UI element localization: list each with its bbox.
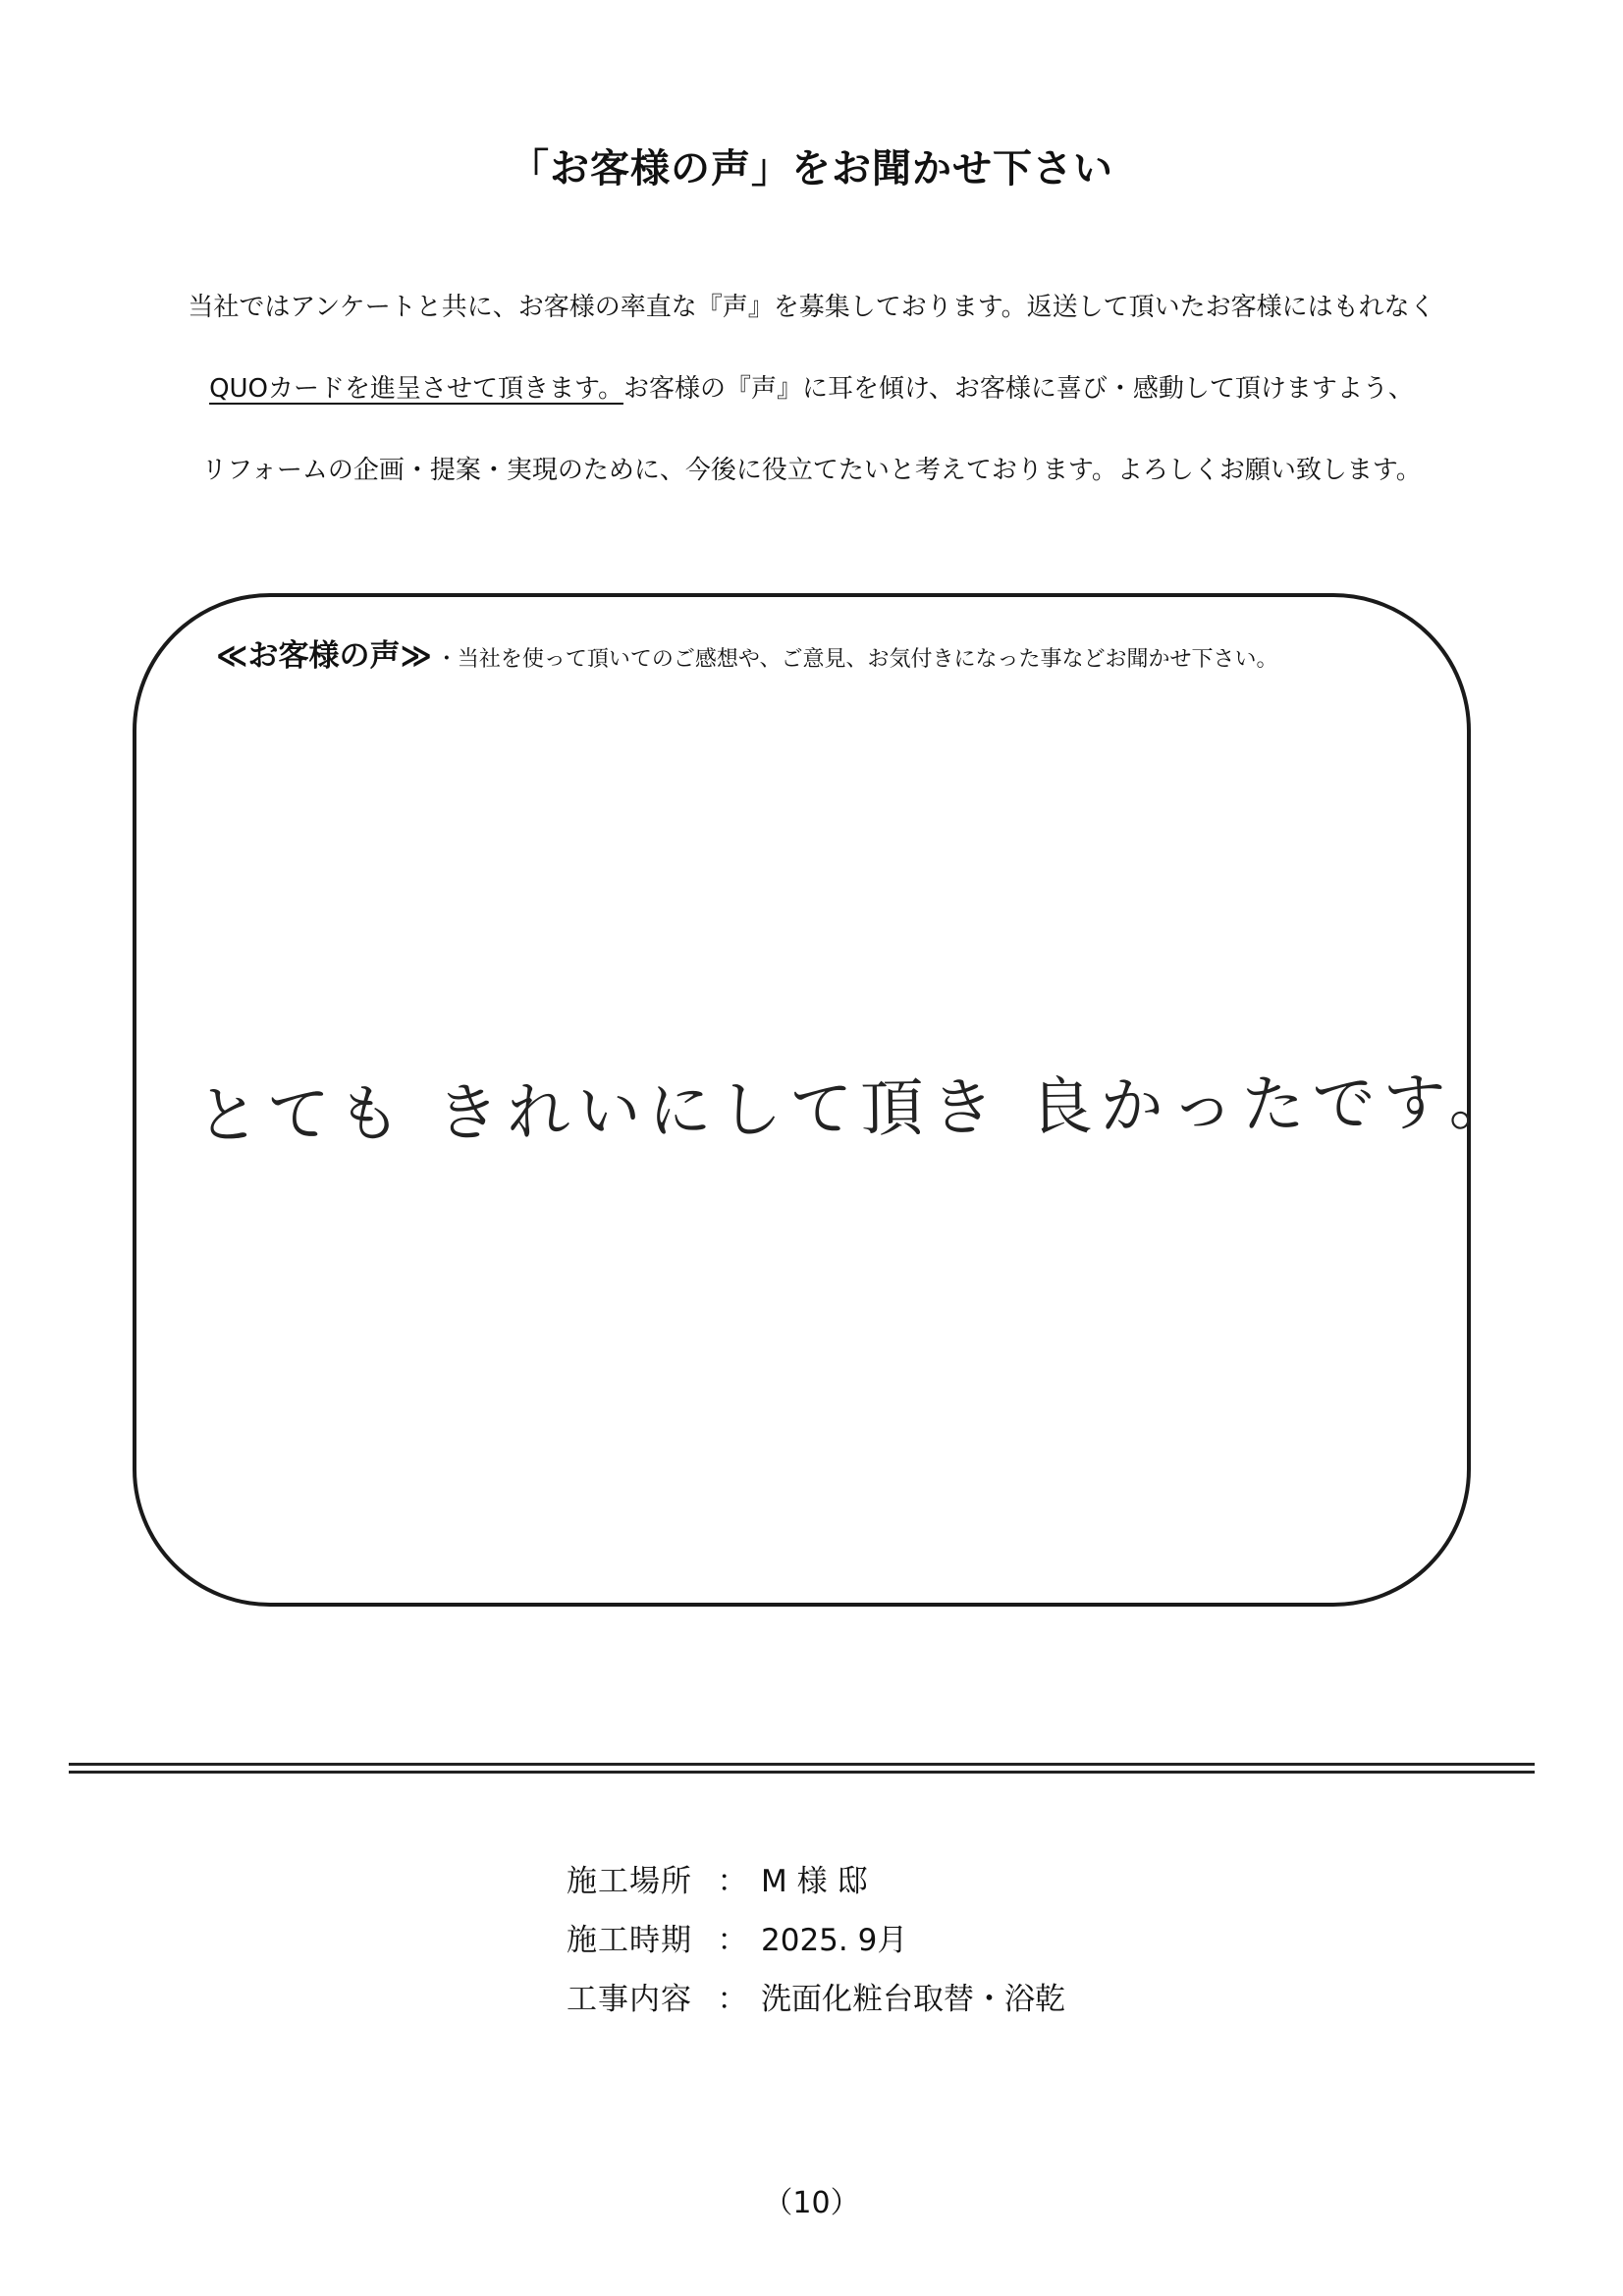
- intro-line-1: 当社ではアンケートと共に、お客様の率直な『声』を募集しております。返送して頂いたお客様にはもれなく: [188, 293, 1435, 322]
- info-row-work-content: [567, 1974, 1065, 2033]
- info-colon: ：: [717, 1864, 748, 1899]
- handwritten-comment: とても きれいにして頂き 良かったです。: [195, 1066, 1520, 1153]
- info-label: 施工場所: [567, 1864, 692, 1899]
- quo-card-notice: QUOカードを進呈させて頂きます。: [209, 374, 623, 404]
- divider-line-bottom: [69, 1771, 1535, 1774]
- info-value: M 様 邸: [761, 1864, 868, 1899]
- page-number: （10）: [763, 2186, 860, 2220]
- info-row-location: [567, 1856, 1065, 1915]
- intro-line-3: リフォームの企画・提案・実現のために、今後に役立てたいと考えております。よろしくお願い致します。: [201, 456, 1422, 485]
- info-colon: ：: [717, 1923, 748, 1958]
- voice-box-prompt: ・当社を使って頂いてのご感想や、ご意見、お気付きになった事などお聞かせ下さい。: [435, 647, 1278, 672]
- divider-line-top: [69, 1763, 1535, 1766]
- info-value: 洗面化粧台取替・浴乾: [761, 1982, 1065, 2017]
- info-label: 施工時期: [567, 1923, 692, 1958]
- page-title: 「お客様の声」をお聞かせ下さい: [510, 146, 1113, 191]
- intro-line-2: [0, 368, 1623, 405]
- intro-line-2-rest: お客様の『声』に耳を傾け、お客様に喜び・感動して頂けますよう、: [622, 374, 1414, 404]
- construction-info: [567, 1856, 1065, 2033]
- voice-box-header: [216, 630, 1277, 675]
- voice-box-title: ≪お客様の声≫: [216, 638, 432, 674]
- info-colon: ：: [717, 1982, 748, 2017]
- info-row-period: [567, 1915, 1065, 1974]
- info-value: 2025. 9月: [761, 1923, 908, 1958]
- info-label: 工事内容: [567, 1982, 692, 2017]
